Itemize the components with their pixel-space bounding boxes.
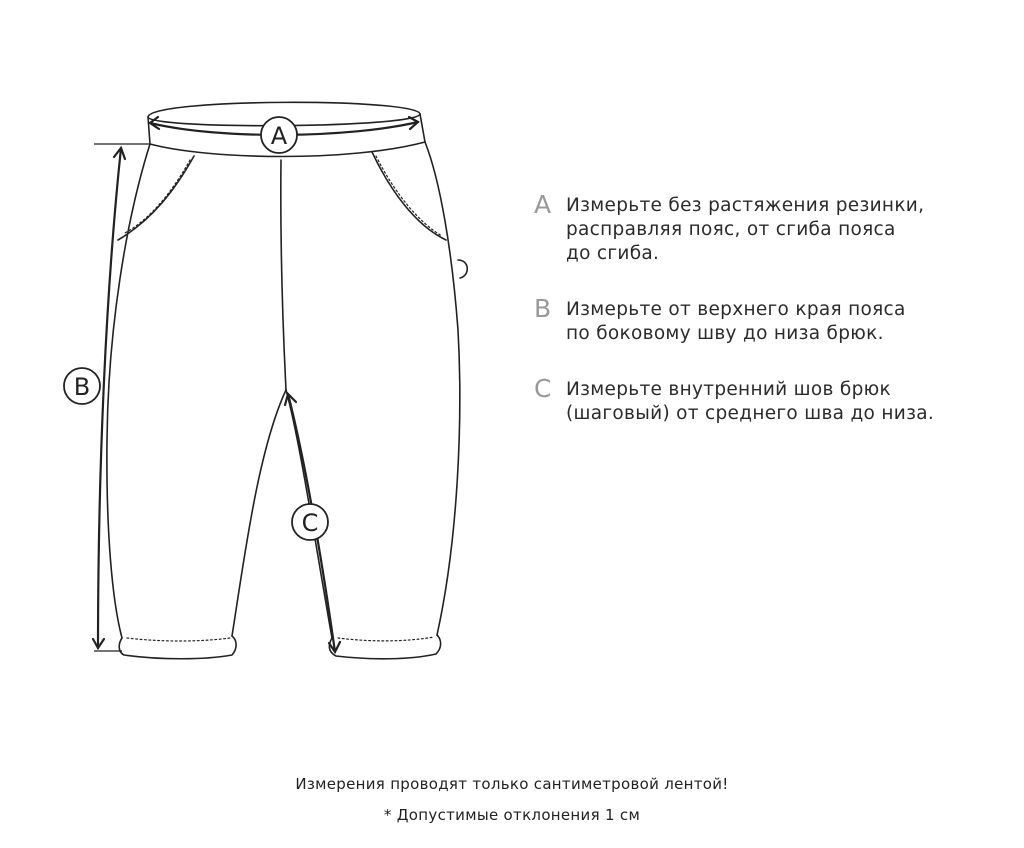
instruction-c-letter: C [534, 374, 552, 403]
instruction-a-letter: A [534, 190, 552, 219]
footer-tolerance: * Допустимые отклонения 1 см [383, 806, 641, 824]
center-seam [281, 160, 286, 390]
instruction-b-text: Измерьте от верхнего края пояса по боковому шву до низа брюк. [566, 299, 906, 344]
instruction-c-text: Измерьте внутренний шов брюк (шаговый) от среднего шва до низа. [566, 379, 935, 424]
measure-b-line [98, 148, 121, 648]
label-b: B [73, 373, 91, 401]
label-c: C [301, 509, 319, 537]
pants-diagram [0, 0, 540, 700]
footer-note: Измерения проводят только сантиметровой лентой! [295, 775, 729, 793]
instruction-b-letter: B [534, 294, 552, 323]
right-pocket [372, 152, 446, 240]
label-a: A [270, 122, 288, 150]
left-inner-seam [232, 390, 286, 636]
instruction-a-text: Измерьте без растяжения резинки, расправляя пояс, от сгиба пояса до сгиба. [566, 195, 925, 264]
side-tab [458, 260, 467, 278]
right-outer-seam [425, 142, 460, 635]
